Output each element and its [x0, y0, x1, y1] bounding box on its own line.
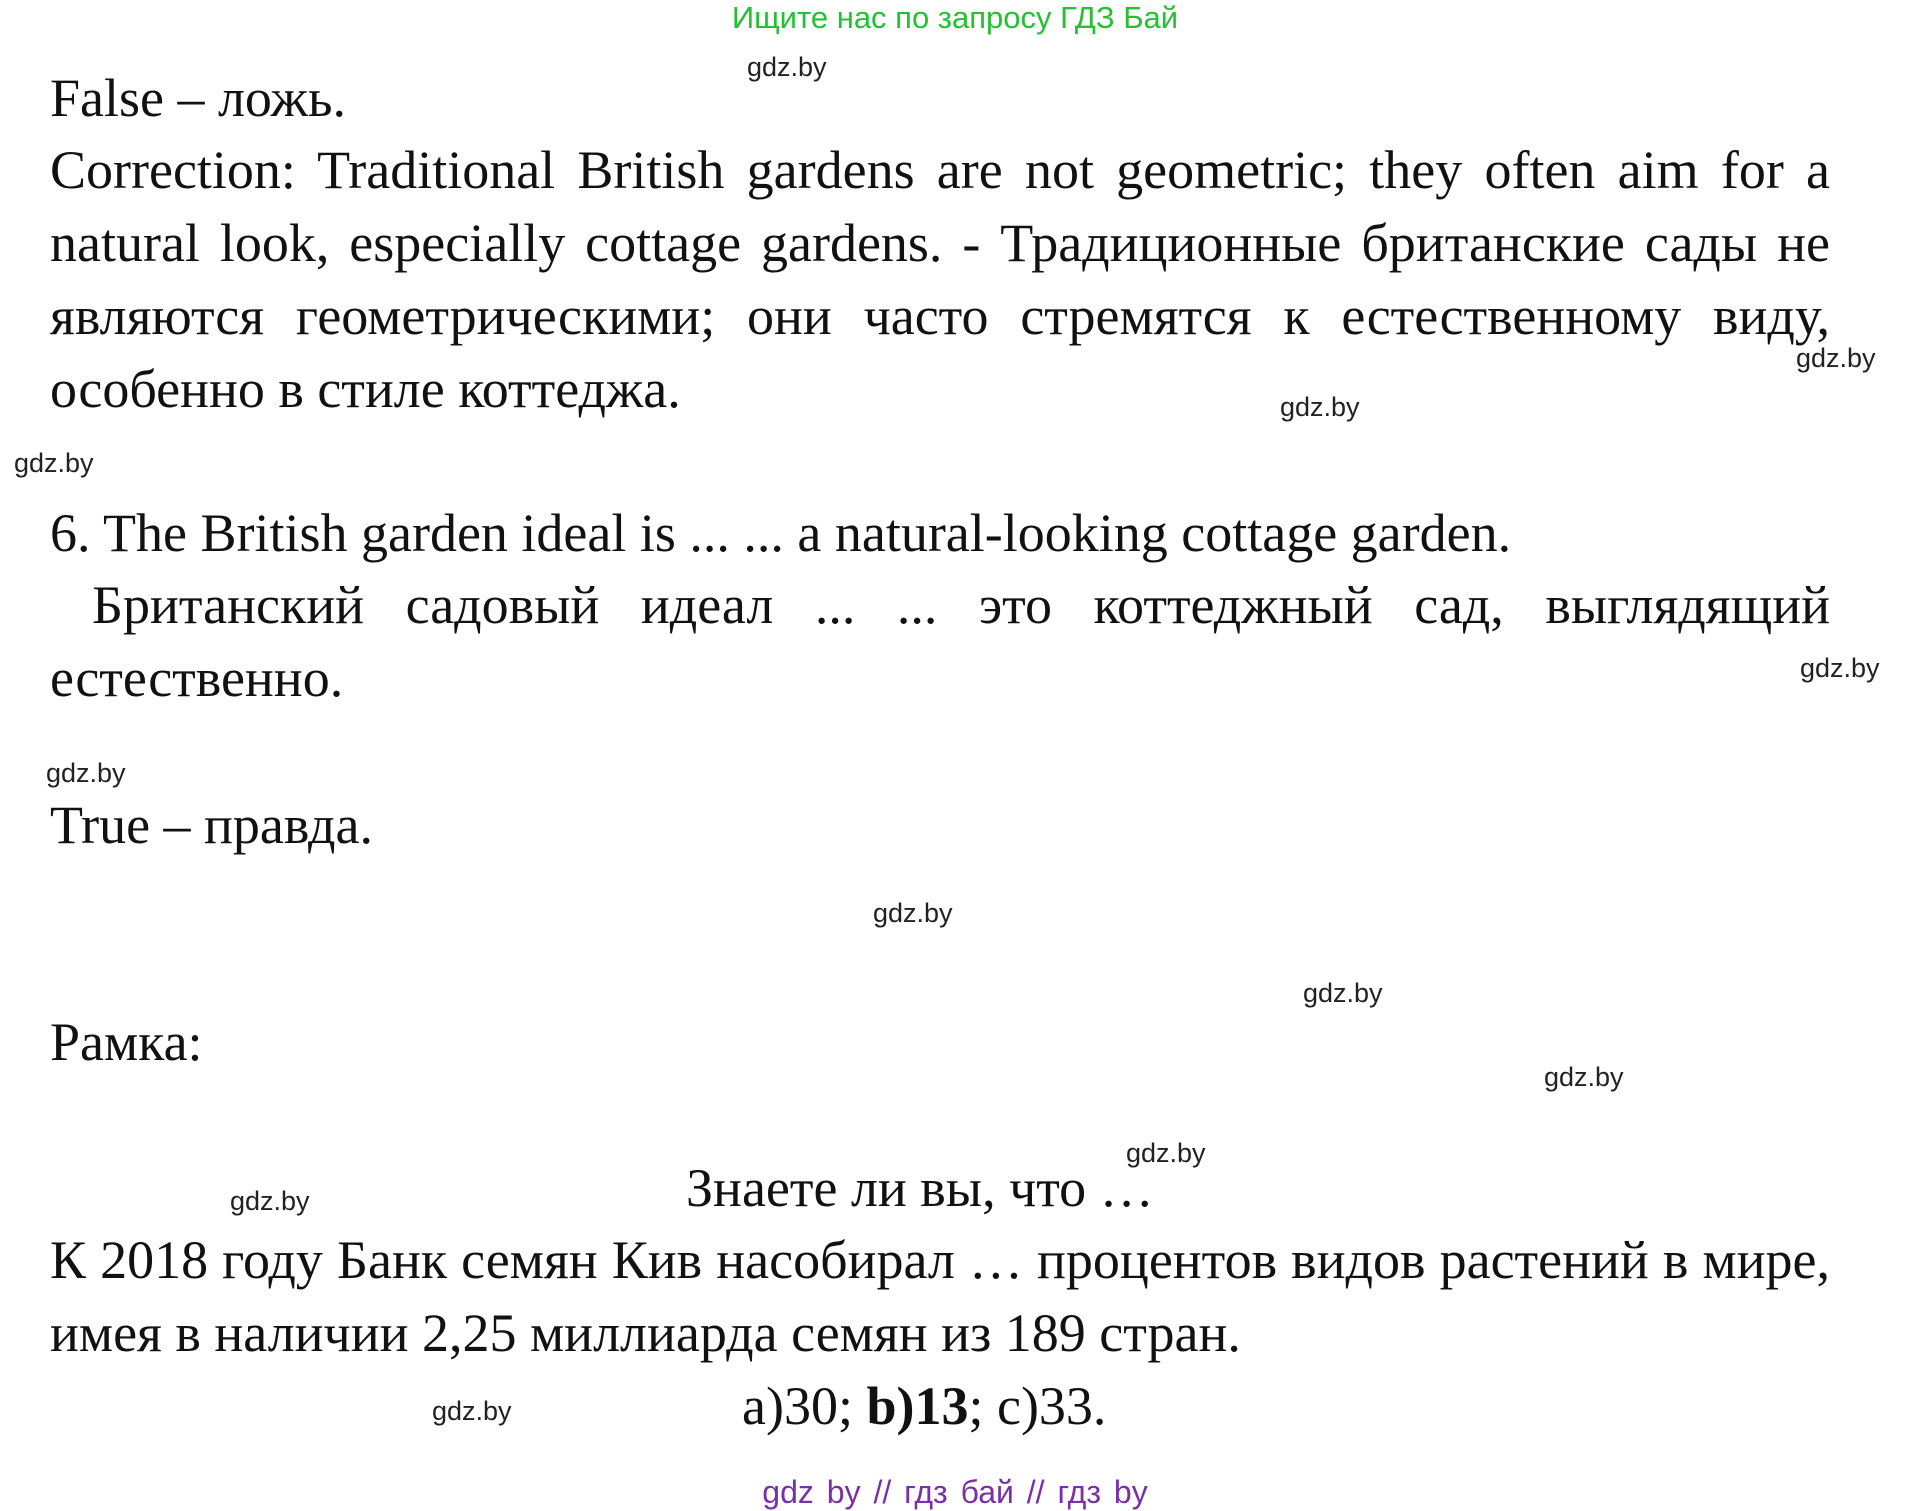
- watermark: gdz.by: [1126, 1138, 1206, 1168]
- watermark: gdz.by: [1303, 978, 1383, 1008]
- item-6-translation: Британский садовый идеал ... ... это коттеджный сад, выглядящий естественно.: [50, 575, 1830, 708]
- option-c: ; c)33.: [968, 1376, 1107, 1436]
- watermark: gdz.by: [1800, 653, 1880, 683]
- correction-paragraph: Correction: Traditional British gardens are not geometric; they often aim for a natural look, especially cottage gardens. - Традиционные британские сады не являются геометрическими; они часто стремятся к естественному виду, особенно в стиле коттеджа.: [50, 140, 1830, 419]
- watermark: gdz.by: [1796, 343, 1876, 373]
- footer-links[interactable]: gdz by // гдз бай // гдз by: [762, 1474, 1148, 1510]
- option-a: a)30;: [742, 1376, 853, 1436]
- watermark: gdz.by: [14, 448, 94, 478]
- answer-options: [742, 1370, 1106, 1443]
- false-verdict: False – ложь.: [50, 68, 347, 128]
- true-verdict: True – правда.: [50, 795, 373, 855]
- watermark: gdz.by: [46, 758, 126, 788]
- search-banner[interactable]: Ищите нас по запросу ГДЗ Бай: [731, 0, 1179, 35]
- watermark: gdz.by: [1544, 1062, 1624, 1092]
- watermark: gdz.by: [873, 898, 953, 928]
- option-b-correct: b)13: [866, 1376, 969, 1436]
- watermark: gdz.by: [747, 52, 827, 82]
- watermark: gdz.by: [230, 1186, 310, 1216]
- frame-text: К 2018 году Банк семян Кив насобирал … процентов видов растений в мире, имея в наличии 2,25 миллиарда семян из 189 стран.: [50, 1230, 1830, 1363]
- item-6-statement: 6. The British garden ideal is ... ... a natural-looking cottage garden.: [50, 503, 1512, 563]
- frame-label: Рамка:: [50, 1012, 203, 1072]
- watermark: gdz.by: [432, 1396, 512, 1426]
- frame-heading: Знаете ли вы, что …: [686, 1158, 1154, 1218]
- watermark: gdz.by: [1280, 392, 1360, 422]
